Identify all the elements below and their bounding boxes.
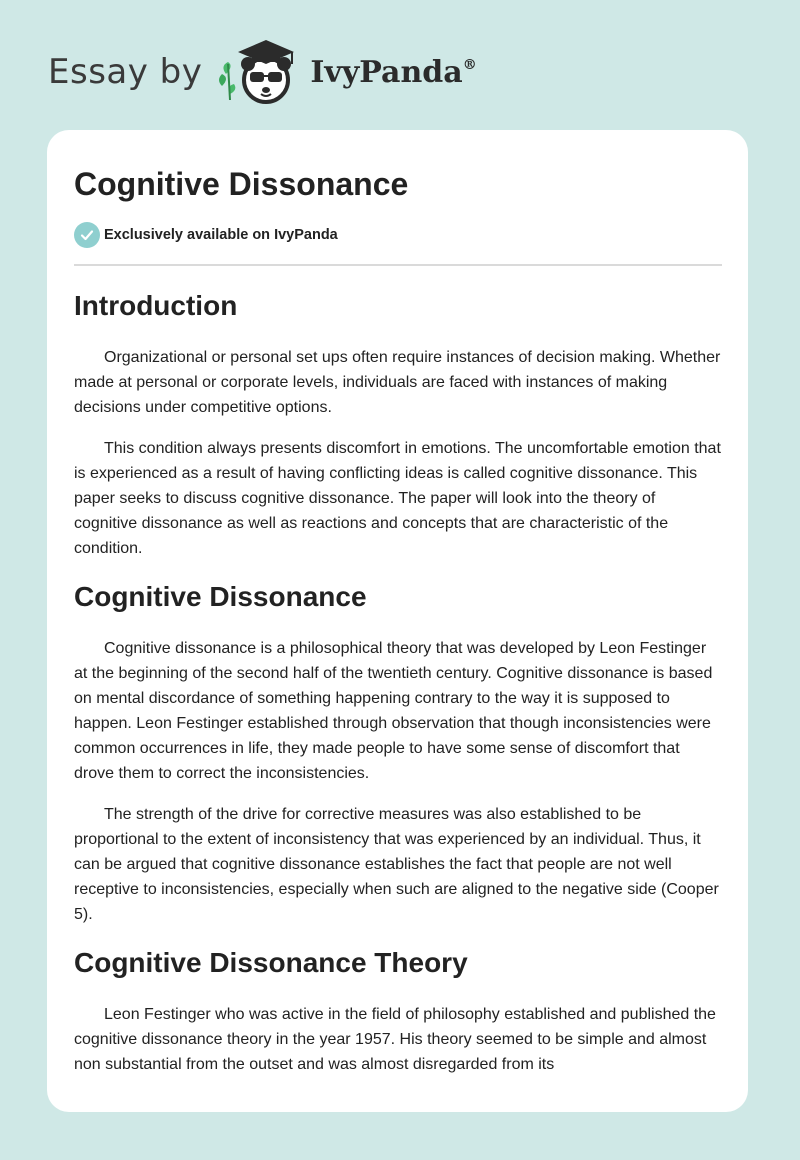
- paragraph: Organizational or personal set ups often require instances of decision making. Whether made at personal or corporate levels, individuals are faced with instances of making decisions under competitive options.: [74, 349, 721, 416]
- paragraph: This condition always presents discomfort in emotions. The uncomfortable emotion that is experienced as a result of having conflicting ideas is called cognitive dissonance. This paper seeks to discuss cognitive dissonance. The paper will look into the theory of cognitive dissonance as well as reactions and concepts that are characteristic of the condition.: [74, 440, 721, 557]
- section-heading: Introduction: [74, 290, 238, 321]
- section-heading: Cognitive Dissonance Theory: [74, 947, 468, 978]
- site-header: [48, 36, 748, 108]
- section-introduction: [74, 288, 722, 561]
- divider: [74, 264, 722, 266]
- registered-mark: ®: [462, 56, 477, 73]
- check-icon: [74, 222, 100, 248]
- panda-graduate-icon: [216, 34, 304, 111]
- section-cognitive-dissonance: [74, 579, 722, 927]
- ivypanda-logo[interactable]: [216, 34, 476, 111]
- paragraph: The strength of the drive for corrective measures was also established to be proportional to the extent of inconsistency that was experienced by an individual. Thus, it can be argued that cognitive dissonance establishes the fact that people are not well receptive to inconsistencies, especially when such are aligned to the negative side (Cooper 5).: [74, 806, 719, 923]
- paragraph: Cognitive dissonance is a philosophical theory that was developed by Leon Festinger at the beginning of the second half of the twentieth century. Cognitive dissonance is based on mental discordance of something happening contrary to the way it is supposed to happen. Leon Festinger established through observation that though inconsistencies were common occurrences in life, they made people to have some sense of discomfort that drove them to correct the inconsistencies.: [74, 640, 713, 782]
- badge-label: Exclusively available on IvyPanda: [104, 227, 338, 243]
- paragraph: Leon Festinger who was active in the field of philosophy established and published the cognitive dissonance theory in the year 1957. His theory seemed to be simple and almost non substantial from the outset and was almost disregarded from its: [74, 1006, 716, 1073]
- section-heading: Cognitive Dissonance: [74, 581, 367, 612]
- essay-card: [47, 130, 748, 1112]
- page-title: Cognitive Dissonance: [74, 166, 409, 202]
- exclusive-badge: [74, 220, 722, 250]
- essay-by-label: Essay by: [48, 52, 203, 92]
- section-cognitive-dissonance-theory: [74, 945, 722, 1077]
- brand-name: IvyPanda®: [310, 54, 477, 90]
